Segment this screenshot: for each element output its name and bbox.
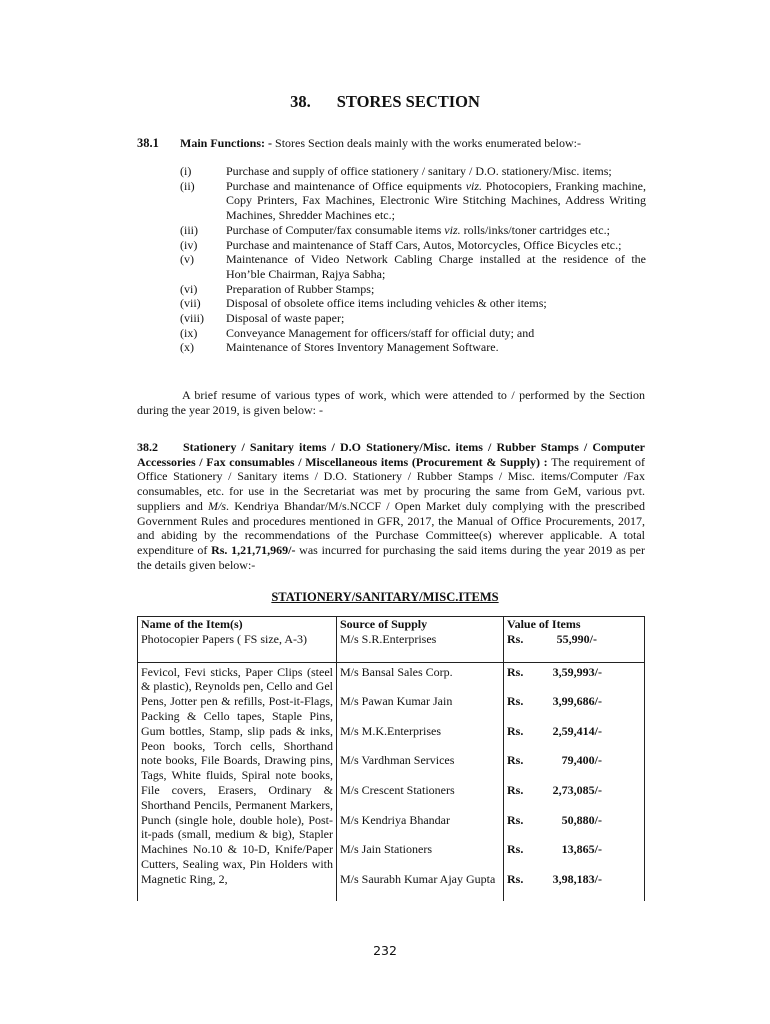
cell-value: Rs. 55,990/- (507, 631, 597, 646)
subsection-number-1: 38.1 (137, 136, 159, 150)
cell-source: M/s Bansal Sales Corp. (340, 664, 453, 679)
list-item: (vi) Preparation of Rubber Stamps; (180, 281, 375, 296)
main-functions-intro: Stores Section deals mainly with the works enumerated below:- (272, 136, 581, 150)
list-item: (ii) Purchase and maintenance of Office equipments viz. Photocopiers, Franking machine, Copy Printers, Fax Machines, Electronic Wire Stitching Machines, Address Writing Machines, Shredder Machines etc.; (180, 178, 646, 223)
functions-list (180, 164, 646, 355)
header-source: Source of Supply (340, 617, 428, 631)
header-item-name: Name of the Item(s) (141, 617, 243, 631)
cell-value: Rs. 50,880/- (507, 812, 602, 827)
header-value: Value of Items (507, 617, 581, 631)
cell-value: Rs. 79,400/- (507, 753, 602, 768)
main-functions-label: Main Functions: - (180, 136, 273, 150)
table-row (138, 617, 645, 663)
cell-source: M/s M.K.Enterprises (340, 723, 441, 738)
cell-source: M/s Vardhman Services (340, 753, 455, 768)
section-name: STORES SECTION (336, 92, 480, 111)
cell-source: M/s Crescent Stationers (340, 782, 455, 797)
procurement-paragraph (137, 440, 645, 572)
cell-value: Rs. 3,59,993/- (507, 664, 602, 679)
cell-value: Rs. 2,73,085/- (507, 782, 602, 797)
list-item: (iv) Purchase and maintenance of Staff Cars, Autos, Motorcycles, Office Bicycles etc.; (180, 237, 622, 252)
cell-value: Rs. 13,865/- (507, 842, 602, 857)
list-item: (v) Maintenance of Video Network Cabling Charge installed at the residence of the Hon’ble Chairman, Rajya Sabha; (180, 252, 646, 281)
procurement-heading: Stationery / Sanitary items / D.O Stationery/Misc. items / Rubber Stamps / Computer Accessories / Fax consumables / Miscellaneous items (Procurement & Supply) : (137, 440, 645, 469)
cell-source: M/s Jain Stationers (340, 842, 432, 857)
section-title (0, 92, 770, 112)
procurement-body-c: was incurred for purchasing the said items during the year 2019 as per the details given below:- (137, 542, 646, 572)
table-caption: STATIONERY/SANITARY/MISC.ITEMS (271, 590, 499, 604)
procurement-body-a: The requirement of Office Stationery / Sanitary items / D.O. Stationery / Rubber Stamps / Misc. items/Computer /Fax consumables, etc. for use in the Secretariat was met by procuring the same from GeM, various pvt. suppliers and (137, 454, 645, 513)
cell-source: M/s Pawan Kumar Jain (340, 694, 453, 709)
list-item: (x) Maintenance of Stores Inventory Management Software. (180, 340, 499, 355)
list-item: (i) Purchase and supply of office stationery / sanitary / D.O. stationery/Misc. items; (180, 164, 612, 178)
total-expenditure: Rs. 1,21,71,969/- (211, 542, 296, 557)
resume-paragraph (137, 388, 645, 417)
stationery-table (137, 616, 645, 901)
cell-source: M/s S.R.Enterprises (340, 631, 437, 646)
table-row (138, 662, 645, 901)
cell-item: Photocopier Papers ( FS size, A-3) (141, 631, 307, 646)
cell-value: Rs. 3,99,686/- (507, 694, 602, 709)
section-number: 38. (290, 92, 311, 111)
list-item: (vii) Disposal of obsolete office items including vehicles & other items; (180, 296, 547, 311)
procurement-body-b: . Kendriya Bhandar/M/s.NCCF / Open Market duly complying with the prescribed Government Rules and procedures mentioned in GFR, 2017, the Manual of Office Procurements, 2017, and abiding by the recommendations of the Purchase Committee(s) wherever applicable. A total expenditure of (137, 498, 646, 557)
page-number: 232 (373, 943, 397, 958)
cell-items-list: Fevicol, Fevi sticks, Paper Clips (steel & plastic), Reynolds pen, Cello and Gel Pens, Jotter pen & refills, Post-it-Flags, Packing & Cello tapes, Staple Pins, Gum bottles, Stamp, slip pads & inks, Peon books, Torch cells, Shorthand note books, File Boards, Drawing pins, Tags, White fluids, Spiral note books, File covers, Erasers, Ordinary & Shorthand Pencils, Permanent Markers, Punch (single hole, double hole), Post-it-pads (small, medium & big), Stapler Machines No.10 & 10-D, Knife/Paper Cutters, Sealing wax, Pin Holders with Magnetic Ring, 2, (138, 662, 337, 901)
cell-source: M/s Kendriya Bhandar (340, 812, 450, 827)
resume-text: A brief resume of various types of work, which were attended to / performed by the Section during the year 2019, is given below: - (137, 388, 645, 417)
subsection-number-2: 38.2 (137, 440, 158, 454)
main-functions-heading (180, 136, 646, 151)
list-item: (ix) Conveyance Management for officers/staff for official duty; and (180, 325, 535, 340)
ms-italic: M/s (208, 498, 227, 513)
list-item: (iii) Purchase of Computer/fax consumable items viz. rolls/inks/toner cartridges etc.; (180, 222, 610, 237)
cell-value: Rs. 3,98,183/- (507, 871, 602, 886)
cell-value: Rs. 2,59,414/- (507, 723, 602, 738)
cell-source: M/s Saurabh Kumar Ajay Gupta (340, 871, 496, 886)
list-item: (viii) Disposal of waste paper; (180, 311, 345, 326)
